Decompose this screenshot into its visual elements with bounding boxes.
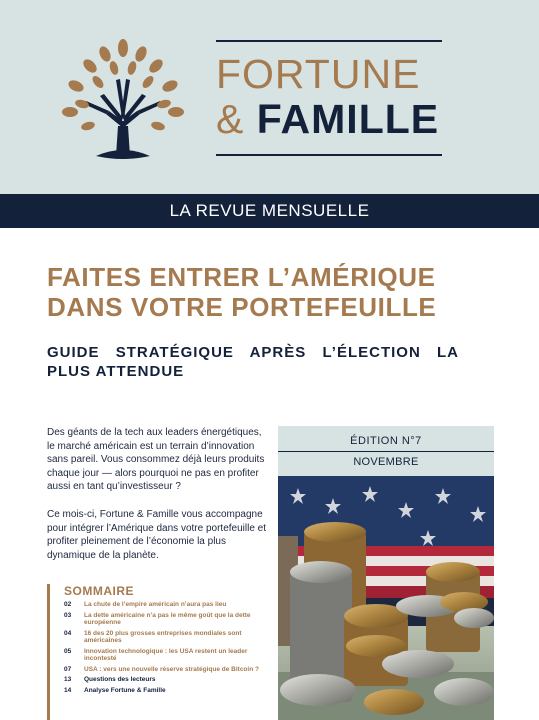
toc-page: 05	[64, 647, 72, 655]
toc-item[interactable]	[64, 630, 276, 645]
toc-page: 13	[64, 676, 72, 683]
edition-box	[278, 426, 494, 476]
edition-divider	[278, 451, 494, 452]
toc-title-text: USA : vers une nouvelle réserve stratégique de Bitcoin ?	[84, 665, 259, 673]
toc-page: 03	[64, 611, 72, 619]
brand-famille: FAMILLE	[256, 96, 440, 142]
brand-line1: FORTUNE	[216, 51, 421, 97]
toc-page: 04	[64, 629, 72, 637]
toc-title-text: Innovation technologique : les USA restent un leader incontesté	[84, 647, 248, 662]
brand-bottom-rule	[216, 154, 442, 156]
subheadline: GUIDE STRATÉGIQUE APRÈS L’ÉLECTION LA PLUS ATTENDUE	[47, 344, 459, 380]
brand-ampersand: &	[216, 96, 245, 142]
edition-month: NOVEMBRE	[353, 456, 419, 468]
toc-title-text: 16 des 20 plus grosses entreprises mondiales sont américaines	[84, 629, 242, 644]
tree-logo-icon	[60, 38, 186, 168]
toc-item[interactable]	[64, 612, 276, 627]
toc-title-text: La dette américaine n’a pas le même goût que la dette européenne	[84, 611, 251, 626]
toc-title-text: La chute de l’empire américain n’aura pas lieu	[84, 601, 227, 608]
toc-page: 14	[64, 686, 72, 694]
table-of-contents	[47, 584, 280, 720]
brand-line2	[216, 96, 442, 142]
toc-page: 07	[64, 665, 72, 673]
toc-item[interactable]	[64, 676, 276, 684]
toc-item[interactable]	[64, 601, 276, 609]
edition-number: ÉDITION N°7	[350, 435, 422, 447]
toc-title-text: Analyse Fortune & Famille	[84, 686, 166, 694]
intro-paragraph: Des géants de la tech aux leaders énergétiques, le marché américain est un terrain d’innovation sans pareil. Vous consommez déjà leurs produits chaque jour — alors pourquoi ne pas en profiter aussi en tant qu’investisseur ?	[47, 427, 265, 492]
intro-paragraph-2: Ce mois-ci, Fortune & Famille vous accompagne pour intégrer l’Amérique dans votre portefeuille et profiter pleinement de l’économie la plus dynamique de la planète.	[47, 509, 267, 561]
toc-page: 02	[64, 601, 72, 608]
toc-item[interactable]	[64, 666, 276, 674]
masthead	[0, 0, 539, 194]
toc-item[interactable]	[64, 687, 276, 695]
toc-title: SOMMAIRE	[64, 584, 134, 598]
flag-coins-photo	[278, 476, 494, 720]
toc-list	[64, 601, 276, 697]
brand-wordmark	[216, 40, 442, 156]
toc-title-text: Questions des lecteurs	[84, 676, 156, 683]
tagline-band: LA REVUE MENSUELLE	[0, 194, 539, 228]
toc-item[interactable]	[64, 648, 276, 663]
headline: FAITES ENTRER L’AMÉRIQUE DANS VOTRE PORTEFEUILLE	[47, 262, 437, 322]
brand-top-rule	[216, 40, 442, 42]
